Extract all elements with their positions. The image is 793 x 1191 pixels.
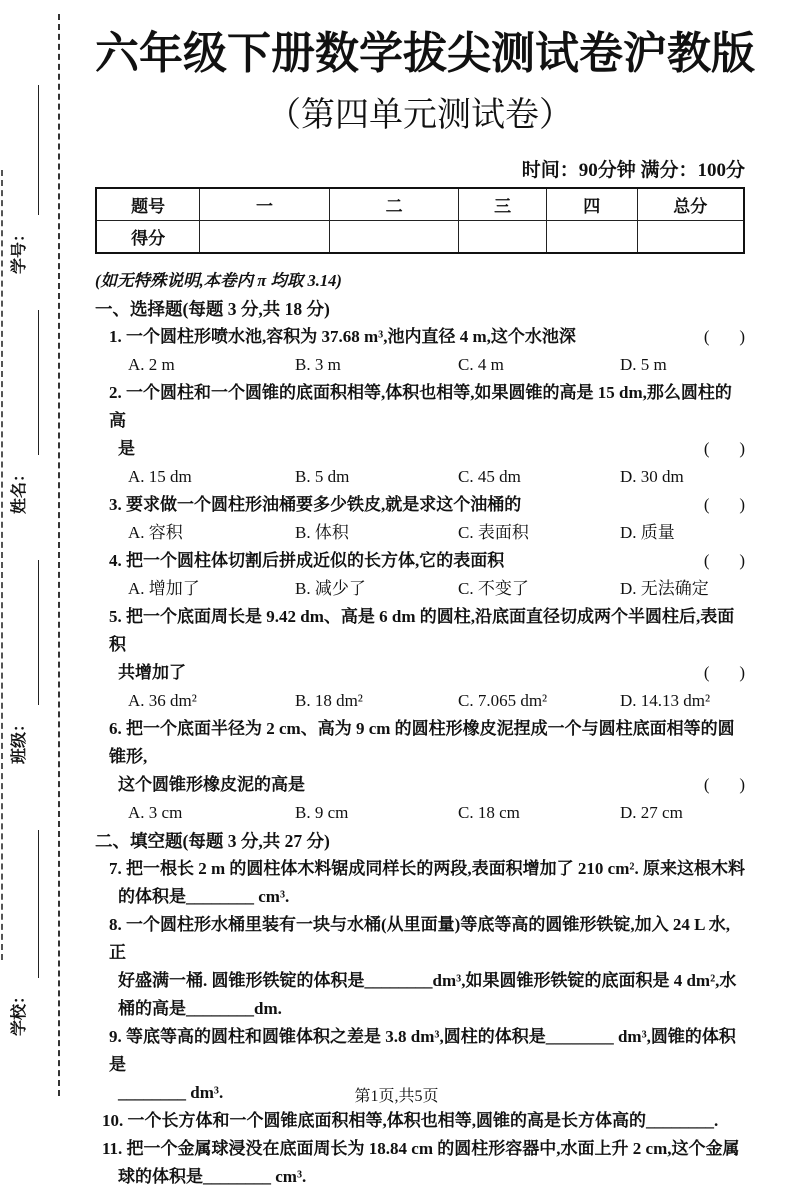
question-11-text: 11. 把一个金属球浸没在底面周长为 18.84 cm 的圆柱形容器中,水面上升 2 cm,这个金属 [102, 1139, 740, 1158]
question-11 [95, 1135, 745, 1191]
question-9-line-1 [95, 1023, 745, 1079]
student-id-blank-line [38, 85, 39, 215]
question-3 [95, 491, 745, 547]
page-subtitle: （第四单元测试卷） [267, 97, 573, 134]
question-3-answer-bracket: ( ) [703, 495, 745, 514]
question-2-line-2 [95, 435, 745, 463]
question-5-option-a: A. 36 dm² [128, 691, 197, 710]
question-5-line-2 [95, 659, 745, 687]
question-6-option-a: A. 3 cm [128, 803, 183, 822]
question-2-option-d: D. 30 dm [620, 467, 684, 486]
question-7-text-2: 的体积是________ cm³. [118, 887, 290, 906]
question-2-answer-bracket: ( ) [703, 439, 745, 458]
score-cell-1 [200, 221, 330, 254]
question-8-text-2: 好盛满一桶. 圆锥形铁锭的体积是________dm³,如果圆锥形铁锭的底面积是 4 dm²,水 [118, 971, 737, 990]
score-table-header-total: 总分 [637, 188, 744, 221]
score-table-header-section-2: 二 [329, 188, 459, 221]
score-cell-2 [329, 221, 459, 254]
question-8-line-3 [95, 995, 745, 1023]
question-4-options [95, 575, 745, 603]
school-blank-line [38, 830, 39, 978]
question-2-option-b: B. 5 dm [295, 467, 350, 486]
question-8-text-3: 桶的高是________dm. [118, 999, 282, 1018]
question-1-option-c: C. 4 m [458, 355, 504, 374]
score-table-header-row [96, 188, 744, 221]
question-1-options [95, 351, 745, 379]
class-field-label: 班级： [11, 716, 28, 765]
question-6-text: 6. 把一个底面半径为 2 cm、高为 9 cm 的圆柱形橡皮泥捏成一个与圆柱底面相等的圆锥形, [109, 719, 735, 766]
binding-dashed-line [58, 14, 60, 1096]
question-6-options [95, 799, 745, 827]
question-4-text: 4. 把一个圆柱体切割后拼成近似的长方体,它的表面积 [109, 551, 505, 570]
exam-content [95, 0, 755, 1191]
school-field-label: 学校： [11, 988, 28, 1037]
question-6-line-2 [95, 771, 745, 799]
question-8 [95, 911, 745, 1023]
question-10 [95, 1107, 745, 1135]
question-8-line-2 [95, 967, 745, 995]
question-5-text-2: 共增加了 [118, 663, 186, 682]
score-table-header-question-no: 题号 [96, 188, 200, 221]
question-4-option-d: D. 无法确定 [620, 579, 709, 598]
question-3-option-d: D. 质量 [620, 523, 675, 542]
question-7-text: 7. 把一根长 2 m 的圆柱体木料锯成同样长的两段,表面积增加了 210 cm². 原来这根木料 [109, 859, 745, 878]
question-1-option-b: B. 3 m [295, 355, 341, 374]
name-field-label: 姓名： [11, 466, 28, 515]
page-title: 六年级下册数学拔尖测试卷沪教版 [95, 29, 755, 78]
score-table-header-section-1: 一 [200, 188, 330, 221]
question-5-option-b: B. 18 dm² [295, 691, 363, 710]
question-2-line-1 [95, 379, 745, 435]
question-4-option-c: C. 不变了 [458, 579, 529, 598]
question-3-line-1 [95, 491, 745, 519]
score-table-score-row [96, 221, 744, 254]
question-2-options [95, 463, 745, 491]
pi-note: (如无特殊说明,本卷内 π 均取 3.14) [95, 271, 342, 290]
question-6-option-c: C. 18 cm [458, 803, 520, 822]
question-9-text: 9. 等底等高的圆柱和圆锥体积之差是 3.8 dm³,圆柱的体积是________ dm³,圆锥的体积是 [109, 1027, 736, 1074]
question-1 [95, 323, 745, 379]
score-table [95, 187, 745, 254]
question-4-answer-bracket: ( ) [703, 551, 745, 570]
name-blank-line [38, 310, 39, 455]
score-table-header-section-3: 三 [459, 188, 546, 221]
score-cell-3 [459, 221, 546, 254]
exam-time-score-info: 时间：90分钟 满分：100分 [521, 160, 745, 181]
question-1-text: 1. 一个圆柱形喷水池,容积为 37.68 m³,池内直径 4 m,这个水池深 [109, 327, 576, 346]
question-6-line-1 [95, 715, 745, 771]
class-blank-line [38, 560, 39, 705]
question-2-option-a: A. 15 dm [128, 467, 192, 486]
question-2-text-2: 是 [118, 439, 135, 458]
question-6-answer-bracket: ( ) [703, 775, 745, 794]
question-5-line-1 [95, 603, 745, 659]
question-6-option-d: D. 27 cm [620, 803, 683, 822]
score-cell-total [637, 221, 744, 254]
question-3-options [95, 519, 745, 547]
question-11-text-2: 球的体积是________ cm³. [118, 1167, 307, 1186]
score-cell-4 [546, 221, 637, 254]
section-1-heading: 一、选择题(每题 3 分,共 18 分) [95, 299, 330, 319]
student-id-field-label: 学号： [11, 226, 28, 275]
score-table-header-section-4: 四 [546, 188, 637, 221]
question-6 [95, 715, 745, 827]
question-11-line-1 [95, 1135, 745, 1163]
question-5 [95, 603, 745, 715]
question-4-option-b: B. 减少了 [295, 579, 366, 598]
question-8-line-1 [95, 911, 745, 967]
question-3-option-a: A. 容积 [128, 523, 183, 542]
question-1-answer-bracket: ( ) [703, 327, 745, 346]
question-6-option-b: B. 9 cm [295, 803, 349, 822]
question-10-text: 10. 一个长方体和一个圆锥底面积相等,体积也相等,圆锥的高是长方体高的________. [102, 1111, 719, 1130]
question-4 [95, 547, 745, 603]
question-2-text: 2. 一个圆柱和一个圆锥的底面积相等,体积也相等,如果圆锥的高是 15 dm,那么圆柱的高 [109, 383, 732, 430]
question-2-option-c: C. 45 dm [458, 467, 521, 486]
score-row-label: 得分 [96, 221, 200, 254]
question-3-option-c: C. 表面积 [458, 523, 529, 542]
page-edge-dashed-line [1, 170, 3, 960]
question-10-line-1 [95, 1107, 745, 1135]
question-2 [95, 379, 745, 491]
question-5-option-d: D. 14.13 dm² [620, 691, 711, 710]
question-8-text: 8. 一个圆柱形水桶里装有一块与水桶(从里面量)等底等高的圆锥形铁锭,加入 24 L 水,正 [109, 915, 730, 962]
question-3-text: 3. 要求做一个圆柱形油桶要多少铁皮,就是求这个油桶的 [109, 495, 522, 514]
question-5-options [95, 687, 745, 715]
section-2-heading: 二、填空题(每题 3 分,共 27 分) [95, 831, 330, 851]
question-5-text: 5. 把一个底面周长是 9.42 dm、高是 6 dm 的圆柱,沿底面直径切成两个半圆柱后,表面积 [109, 607, 735, 654]
question-7-line-1 [95, 855, 745, 883]
question-1-line-1 [95, 323, 745, 351]
question-3-option-b: B. 体积 [295, 523, 349, 542]
question-6-text-2: 这个圆锥形橡皮泥的高是 [118, 775, 305, 794]
question-5-answer-bracket: ( ) [703, 663, 745, 682]
question-1-option-d: D. 5 m [620, 355, 667, 374]
question-5-option-c: C. 7.065 dm² [458, 691, 548, 710]
page-number-footer: 第1页,共5页 [354, 1088, 439, 1105]
question-9-text-2: ________ dm³. [118, 1083, 224, 1102]
question-4-option-a: A. 增加了 [128, 579, 200, 598]
question-7-line-2 [95, 883, 745, 911]
question-1-option-a: A. 2 m [128, 355, 175, 374]
question-11-line-2 [95, 1163, 745, 1191]
question-4-line-1 [95, 547, 745, 575]
question-7 [95, 855, 745, 911]
